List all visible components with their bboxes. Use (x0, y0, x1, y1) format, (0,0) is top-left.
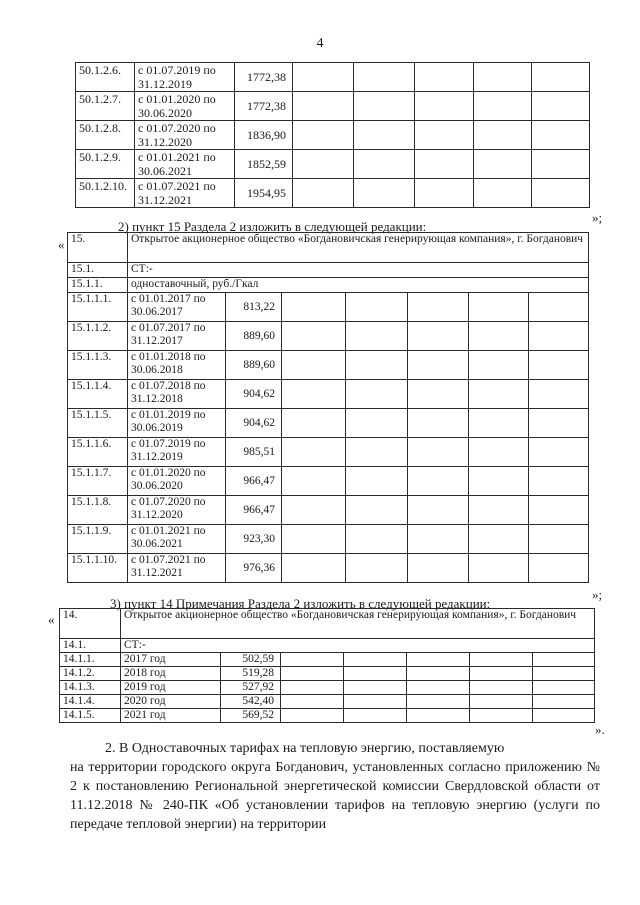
org-name: Открытое акционерное общество «Богдановичская генерирующая компания», г. Богданович (128, 233, 589, 263)
empty-cell (346, 554, 408, 583)
row-period: с 01.07.2019 по 31.12.2019 (128, 438, 226, 467)
org-code: 15. (68, 233, 128, 263)
paragraph-2-first-line: 2. В Одноставочных тарифах на тепловую энергию, поставляемую (105, 741, 505, 756)
closing-quote-1: »; (592, 210, 603, 225)
empty-cell (344, 709, 407, 723)
empty-cell (293, 150, 354, 179)
empty-cell (293, 179, 354, 208)
opening-quote-2: « (58, 237, 65, 252)
row-value: 1954,95 (235, 179, 293, 208)
empty-cell (407, 695, 470, 709)
tariff-type-text: одноставочный, руб./Гкал (128, 278, 589, 293)
empty-cell (470, 667, 533, 681)
empty-cell (529, 467, 589, 496)
empty-cell (282, 554, 346, 583)
row-value: 904,62 (226, 409, 282, 438)
system-code: 15.1. (68, 263, 128, 278)
empty-cell (281, 681, 344, 695)
empty-cell (408, 380, 469, 409)
empty-cell (282, 409, 346, 438)
row-period: 2020 год (121, 695, 221, 709)
table-row (68, 409, 589, 438)
empty-cell (282, 496, 346, 525)
empty-cell (469, 322, 529, 351)
row-period: с 01.01.2020 по 30.06.2020 (135, 92, 235, 121)
empty-cell (469, 496, 529, 525)
row-value: 527,92 (221, 681, 281, 695)
row-code: 15.1.1.6. (68, 438, 128, 467)
system-row (60, 639, 595, 653)
row-value: 502,59 (221, 653, 281, 667)
empty-cell (532, 150, 590, 179)
note-table-14 (59, 608, 595, 723)
table-row (60, 667, 595, 681)
empty-cell (408, 525, 469, 554)
row-value: 966,47 (226, 467, 282, 496)
empty-cell (474, 92, 532, 121)
empty-cell (344, 653, 407, 667)
table-row (68, 467, 589, 496)
empty-cell (282, 438, 346, 467)
closing-quote-3: ». (595, 722, 605, 737)
empty-cell (408, 351, 469, 380)
empty-cell (529, 409, 589, 438)
empty-cell (281, 709, 344, 723)
row-code: 15.1.1.9. (68, 525, 128, 554)
page-number: 4 (316, 36, 324, 51)
row-period: с 01.01.2021 по 30.06.2021 (128, 525, 226, 554)
empty-cell (408, 293, 469, 322)
empty-cell (281, 653, 344, 667)
empty-cell (407, 681, 470, 695)
empty-cell (415, 121, 474, 150)
empty-cell (470, 709, 533, 723)
empty-cell (469, 554, 529, 583)
opening-quote-3: « (48, 612, 55, 627)
row-code: 50.1.2.9. (76, 150, 135, 179)
empty-cell (407, 709, 470, 723)
empty-cell (346, 496, 408, 525)
empty-cell (408, 467, 469, 496)
empty-cell (281, 667, 344, 681)
empty-cell (469, 467, 529, 496)
row-period: 2018 год (121, 667, 221, 681)
row-code: 15.1.1.10. (68, 554, 128, 583)
empty-cell (282, 293, 346, 322)
row-period: с 01.01.2019 по 30.06.2019 (128, 409, 226, 438)
row-value: 966,47 (226, 496, 282, 525)
row-period: с 01.01.2021 по 30.06.2021 (135, 150, 235, 179)
paragraph-2-body: на территории городского округа Богданович, установленных согласно приложению № 2 к постановлению Региональной энергетической комиссии Свердловской области от 11.12.2018 № 240-ПК «Об установлении тарифов на тепловую энергию (услуги по передаче тепловой энергии) на территории (70, 760, 600, 832)
empty-cell (533, 681, 595, 695)
system-row (68, 263, 589, 278)
empty-cell (408, 438, 469, 467)
empty-cell (469, 351, 529, 380)
empty-cell (415, 63, 474, 92)
row-value: 889,60 (226, 351, 282, 380)
table-row (68, 554, 589, 583)
empty-cell (282, 322, 346, 351)
empty-cell (344, 667, 407, 681)
row-value: 519,28 (221, 667, 281, 681)
table-row (76, 92, 590, 121)
empty-cell (354, 63, 415, 92)
row-period: с 01.07.2020 по 31.12.2020 (128, 496, 226, 525)
table-row (60, 681, 595, 695)
empty-cell (354, 92, 415, 121)
empty-cell (533, 695, 595, 709)
empty-cell (293, 121, 354, 150)
row-code: 15.1.1.3. (68, 351, 128, 380)
empty-cell (344, 681, 407, 695)
row-code: 50.1.2.8. (76, 121, 135, 150)
empty-cell (415, 150, 474, 179)
table-row (68, 322, 589, 351)
table-row (76, 179, 590, 208)
empty-cell (469, 409, 529, 438)
empty-cell (469, 380, 529, 409)
empty-cell (293, 63, 354, 92)
empty-cell (281, 695, 344, 709)
empty-cell (470, 653, 533, 667)
row-code: 15.1.1.4. (68, 380, 128, 409)
empty-cell (529, 293, 589, 322)
empty-cell (408, 554, 469, 583)
empty-cell (529, 438, 589, 467)
closing-quote-2: »; (592, 587, 603, 602)
empty-cell (533, 667, 595, 681)
org-row (60, 609, 595, 639)
table-row (68, 496, 589, 525)
empty-cell (408, 496, 469, 525)
row-period: с 01.01.2018 по 30.06.2018 (128, 351, 226, 380)
row-period: с 01.01.2017 по 30.06.2017 (128, 293, 226, 322)
table-row (60, 709, 595, 723)
empty-cell (415, 92, 474, 121)
row-code: 14.1.4. (60, 695, 121, 709)
row-value: 813,22 (226, 293, 282, 322)
system-text: СТ:- (128, 263, 589, 278)
empty-cell (346, 525, 408, 554)
tariff-type-row (68, 278, 589, 293)
empty-cell (282, 380, 346, 409)
empty-cell (346, 322, 408, 351)
row-value: 904,62 (226, 380, 282, 409)
system-text: СТ:- (121, 639, 595, 653)
row-period: 2021 год (121, 709, 221, 723)
empty-cell (529, 351, 589, 380)
row-value: 569,52 (221, 709, 281, 723)
row-period: с 01.07.2018 по 31.12.2018 (128, 380, 226, 409)
empty-cell (346, 380, 408, 409)
row-code: 15.1.1.8. (68, 496, 128, 525)
row-code: 14.1.1. (60, 653, 121, 667)
empty-cell (532, 63, 590, 92)
empty-cell (470, 681, 533, 695)
empty-cell (474, 121, 532, 150)
row-value: 923,30 (226, 525, 282, 554)
tariff-table-15 (67, 232, 589, 583)
empty-cell (529, 525, 589, 554)
row-code: 50.1.2.10. (76, 179, 135, 208)
table-row (60, 653, 595, 667)
tariff-type-code: 15.1.1. (68, 278, 128, 293)
row-code: 15.1.1.7. (68, 467, 128, 496)
system-code: 14.1. (60, 639, 121, 653)
empty-cell (415, 179, 474, 208)
table-row (68, 525, 589, 554)
item-2-heading: 2) пункт 15 Раздела 2 изложить в следующей редакции: (118, 219, 427, 234)
row-value: 889,60 (226, 322, 282, 351)
table-row (68, 293, 589, 322)
org-name: Открытое акционерное общество «Богдановичская генерирующая компания», г. Богданович (121, 609, 595, 639)
empty-cell (354, 179, 415, 208)
row-value: 976,36 (226, 554, 282, 583)
row-code: 14.1.2. (60, 667, 121, 681)
empty-cell (346, 409, 408, 438)
org-code: 14. (60, 609, 121, 639)
empty-cell (408, 322, 469, 351)
empty-cell (474, 150, 532, 179)
empty-cell (529, 380, 589, 409)
table-row (60, 695, 595, 709)
row-code: 14.1.5. (60, 709, 121, 723)
empty-cell (474, 63, 532, 92)
empty-cell (532, 121, 590, 150)
row-code: 15.1.1.5. (68, 409, 128, 438)
empty-cell (533, 653, 595, 667)
empty-cell (408, 409, 469, 438)
empty-cell (346, 351, 408, 380)
empty-cell (346, 467, 408, 496)
row-period: 2019 год (121, 681, 221, 695)
empty-cell (282, 525, 346, 554)
row-period: с 01.07.2019 по 31.12.2019 (135, 63, 235, 92)
org-row (68, 233, 589, 263)
row-period: с 01.07.2021 по 31.12.2021 (135, 179, 235, 208)
row-period: с 01.01.2020 по 30.06.2020 (128, 467, 226, 496)
row-code: 15.1.1.1. (68, 293, 128, 322)
row-code: 15.1.1.2. (68, 322, 128, 351)
row-value: 1852,59 (235, 150, 293, 179)
empty-cell (529, 322, 589, 351)
empty-cell (533, 709, 595, 723)
row-code: 50.1.2.7. (76, 92, 135, 121)
empty-cell (344, 695, 407, 709)
empty-cell (532, 92, 590, 121)
row-period: с 01.07.2021 по 31.12.2021 (128, 554, 226, 583)
empty-cell (469, 293, 529, 322)
row-value: 1772,38 (235, 63, 293, 92)
row-value: 1836,90 (235, 121, 293, 150)
empty-cell (474, 179, 532, 208)
row-value: 985,51 (226, 438, 282, 467)
empty-cell (529, 554, 589, 583)
empty-cell (282, 351, 346, 380)
row-code: 50.1.2.6. (76, 63, 135, 92)
empty-cell (469, 438, 529, 467)
item-3-heading: 3) пункт 14 Примечания Раздела 2 изложить в следующей редакции: (110, 596, 491, 611)
table-row (68, 438, 589, 467)
row-period: с 01.07.2020 по 31.12.2020 (135, 121, 235, 150)
table-row (76, 63, 590, 92)
empty-cell (407, 653, 470, 667)
table-row (76, 121, 590, 150)
empty-cell (470, 695, 533, 709)
row-value: 1772,38 (235, 92, 293, 121)
table-row (76, 150, 590, 179)
empty-cell (532, 179, 590, 208)
table-row (68, 351, 589, 380)
empty-cell (469, 525, 529, 554)
row-code: 14.1.3. (60, 681, 121, 695)
empty-cell (282, 467, 346, 496)
row-value: 542,40 (221, 695, 281, 709)
tariff-table-50 (75, 62, 590, 208)
row-period: с 01.07.2017 по 31.12.2017 (128, 322, 226, 351)
row-period: 2017 год (121, 653, 221, 667)
table-row (68, 380, 589, 409)
empty-cell (346, 438, 408, 467)
empty-cell (346, 293, 408, 322)
empty-cell (293, 92, 354, 121)
empty-cell (354, 150, 415, 179)
empty-cell (529, 496, 589, 525)
empty-cell (354, 121, 415, 150)
empty-cell (407, 667, 470, 681)
paragraph-2 (70, 739, 600, 834)
